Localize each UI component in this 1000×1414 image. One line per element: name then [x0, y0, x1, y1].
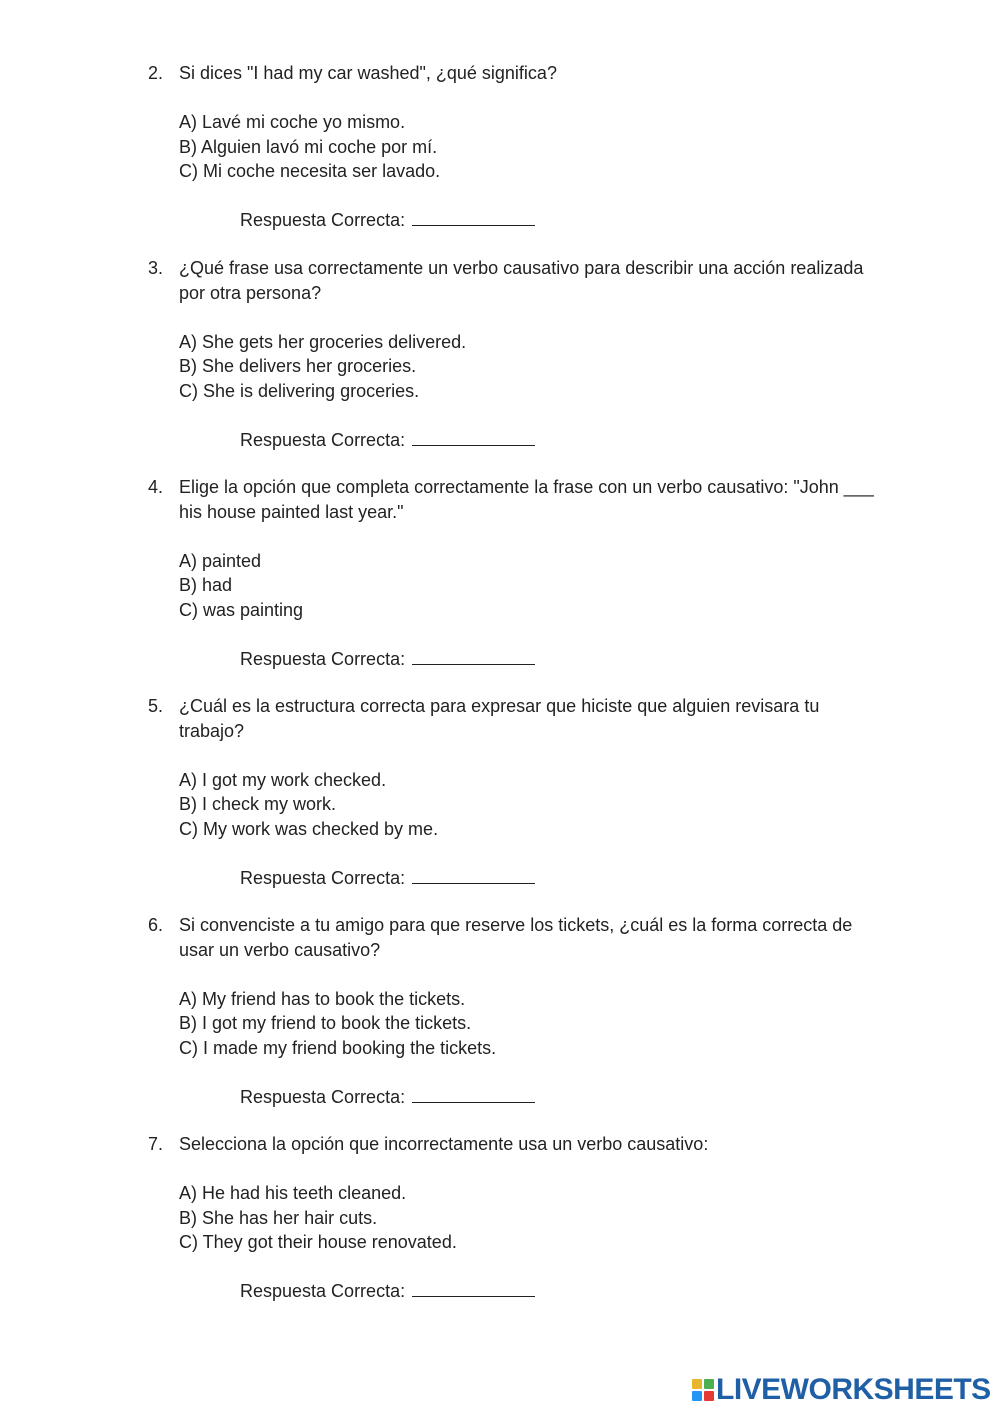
question-text: ¿Qué frase usa correctamente un verbo causativo para describir una acción realizada por otra persona? [179, 258, 864, 303]
options-list [148, 330, 888, 404]
question-text: Elige la opción que completa correctamente la frase con un verbo causativo: "John ___ his house painted last year." [179, 477, 874, 522]
question-header [148, 694, 888, 743]
answer-label: Respuesta Correcta: [240, 648, 406, 669]
answer-input[interactable] [412, 1085, 535, 1103]
option-c: C) She is delivering groceries. [179, 380, 420, 401]
option-c: C) was painting [179, 599, 304, 620]
logo-square-1 [692, 1379, 702, 1389]
question-header [148, 913, 888, 962]
answer-label: Respuesta Correcta: [240, 867, 406, 888]
answer-label: Respuesta Correcta: [240, 1086, 406, 1107]
question-7 [148, 1132, 888, 1304]
answer-row [148, 208, 888, 233]
question-header [148, 61, 888, 86]
options-list [148, 1181, 888, 1255]
option-a: A) I got my work checked. [179, 769, 387, 790]
option-b: B) She has her hair cuts. [179, 1207, 378, 1228]
option-b: B) Alguien lavó mi coche por mí. [179, 136, 438, 157]
option-c: C) My work was checked by me. [179, 818, 439, 839]
answer-row [148, 866, 888, 891]
question-text: Si convenciste a tu amigo para que reserve los tickets, ¿cuál es la forma correcta de usar un verbo causativo? [179, 915, 853, 960]
logo-grid-icon [692, 1379, 714, 1401]
question-number: 2. [148, 63, 164, 83]
option-b: B) I got my friend to book the tickets. [179, 1013, 472, 1033]
answer-input[interactable] [412, 1279, 535, 1297]
options-list [148, 987, 888, 1061]
answer-label: Respuesta Correcta: [240, 429, 406, 450]
liveworksheets-logo [692, 1374, 991, 1406]
answer-label: Respuesta Correcta: [240, 210, 406, 230]
answer-input[interactable] [412, 428, 535, 446]
question-header [148, 475, 888, 524]
logo-square-2 [704, 1379, 714, 1389]
option-c: C) Mi coche necesita ser lavado. [179, 161, 441, 181]
question-header [148, 256, 888, 305]
question-text: Selecciona la opción que incorrectamente usa un verbo causativo: [179, 1134, 709, 1154]
question-number: 3. [148, 258, 164, 278]
logo-square-4 [704, 1391, 714, 1401]
answer-input[interactable] [412, 866, 535, 884]
option-a: A) painted [179, 550, 262, 571]
option-a: A) He had his teeth cleaned. [179, 1183, 407, 1203]
question-text: ¿Cuál es la estructura correcta para expresar que hiciste que alguien revisara tu trabajo? [179, 696, 820, 741]
question-number: 4. [148, 477, 164, 497]
option-b: B) She delivers her groceries. [179, 356, 417, 376]
question-number: 5. [148, 696, 164, 716]
question-2 [148, 61, 888, 233]
options-list [148, 549, 888, 623]
question-5 [148, 694, 888, 890]
options-list [148, 110, 888, 184]
answer-row [148, 1085, 888, 1110]
option-a: A) She gets her groceries delivered. [179, 331, 467, 352]
option-c: C) I made my friend booking the tickets. [179, 1037, 497, 1058]
option-a: A) My friend has to book the tickets. [179, 988, 466, 1009]
answer-input[interactable] [412, 208, 535, 226]
option-b: B) had [179, 575, 233, 595]
question-header [148, 1132, 888, 1157]
question-text: Si dices "I had my car washed", ¿qué significa? [179, 63, 557, 83]
question-4 [148, 475, 888, 671]
logo-square-3 [692, 1391, 702, 1401]
answer-input[interactable] [412, 647, 535, 665]
options-list [148, 768, 888, 842]
answer-label: Respuesta Correcta: [240, 1281, 406, 1301]
question-3 [148, 256, 888, 452]
option-c: C) They got their house renovated. [179, 1232, 457, 1252]
question-number: 7. [148, 1134, 164, 1154]
question-number: 6. [148, 915, 164, 935]
option-a: A) Lavé mi coche yo mismo. [179, 112, 406, 132]
answer-row [148, 428, 888, 453]
answer-row [148, 1279, 888, 1304]
logo-text: LIVEWORKSHEETS [716, 1373, 991, 1406]
question-6 [148, 913, 888, 1109]
option-b: B) I check my work. [179, 794, 337, 814]
answer-row [148, 647, 888, 672]
